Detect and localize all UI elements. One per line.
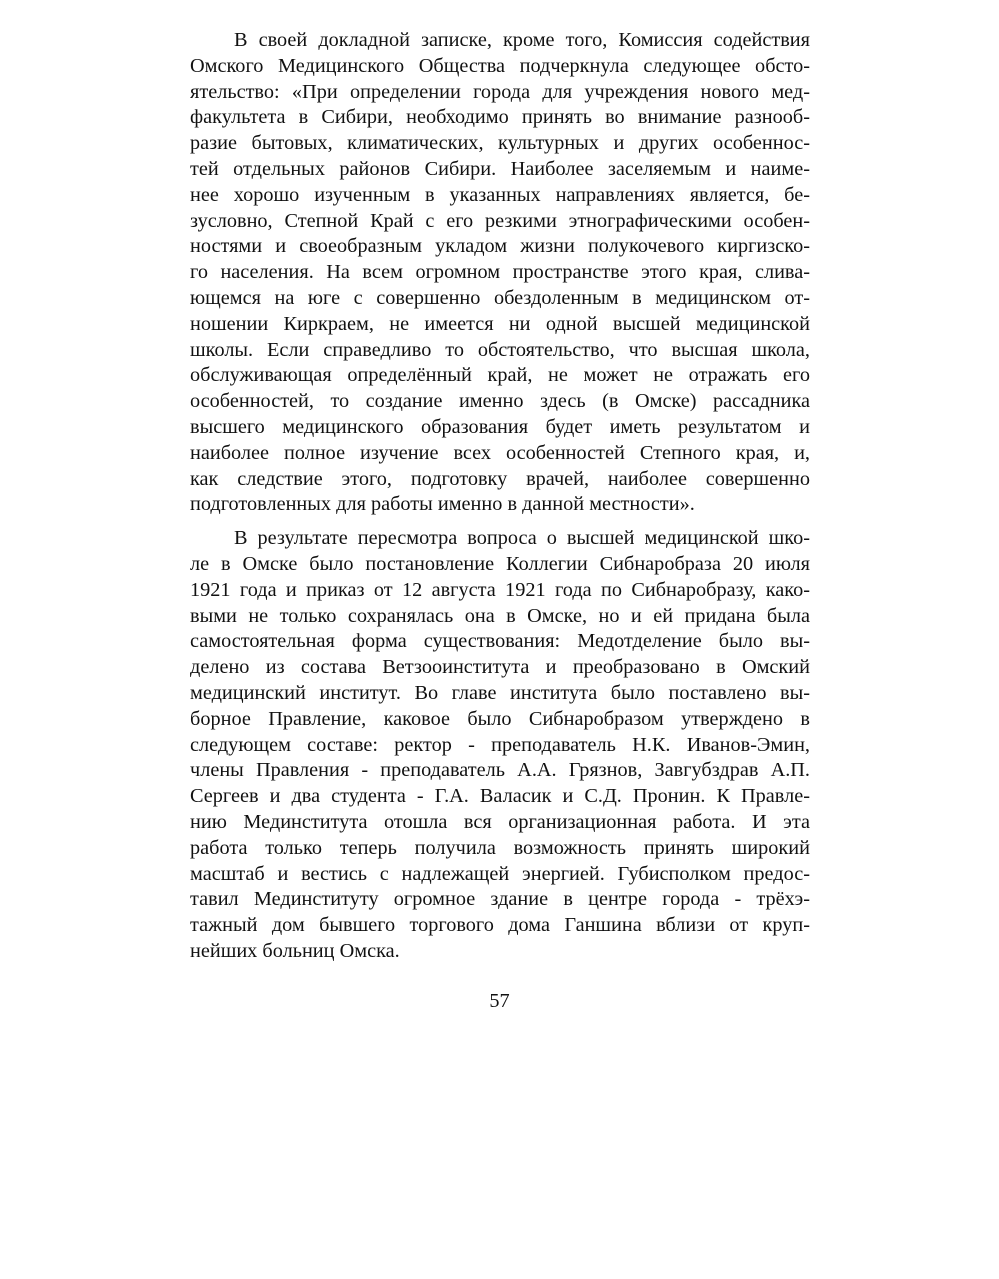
- text-line: работа только теперь получила возможность принять широкий: [190, 836, 810, 859]
- text-line: Омского Медицинского Общества подчеркнула следующее обсто-: [190, 54, 810, 77]
- text-line: подготовленных для работы именно в данной местности».: [190, 493, 695, 516]
- body-text: [190, 28, 810, 965]
- text-line: масштаб и вестись с надлежащей энергией. Губисполком предос-: [190, 862, 810, 885]
- text-line: тажный дом бывшего торгового дома Ганшина вблизи от круп-: [190, 914, 810, 937]
- text-line: члены Правления - преподаватель А.А. Грязнов, Завгубздрав А.П.: [190, 759, 810, 782]
- text-line: разие бытовых, климатических, культурных и других особеннос-: [190, 132, 810, 155]
- text-line: высшего медицинского образования будет иметь результатом и: [190, 415, 810, 438]
- paragraph-commission-note: [190, 28, 810, 518]
- text-line: го населения. На всем огромном пространстве этого края, слива-: [190, 261, 810, 284]
- text-line: обслуживающая определённый край, не может не отражать его: [190, 364, 810, 387]
- text-line: медицинский институт. Во главе института было поставлено вы-: [190, 681, 810, 704]
- text-line: выми не только сохранялась она в Омске, но и ей придана была: [190, 604, 810, 627]
- text-line: особенностей, то создание именно здесь (в Омске) рассадника: [190, 390, 810, 413]
- text-line: 1921 года и приказ от 12 августа 1921 года по Сибнаробразу, како-: [190, 578, 810, 601]
- text-line: школы. Если справедливо то обстоятельство, что высшая школа,: [190, 338, 810, 361]
- text-line: Сергеев и два студента - Г.А. Валасик и С.Д. Пронин. К Правле-: [190, 785, 810, 808]
- text-line: борное Правление, каковое было Сибнаробразом утверждено в: [190, 707, 810, 730]
- text-line: наиболее полное изучение всех особенностей Степного края, и,: [190, 441, 810, 464]
- text-line: как следствие этого, подготовку врачей, наиболее совершенно: [190, 467, 810, 490]
- text-line: делено из состава Ветзооинститута и преобразовано в Омский: [190, 656, 810, 679]
- text-line: В своей докладной записке, кроме того, Комиссия содействия: [234, 29, 810, 51]
- text-line: зусловно, Степной Край с его резкими этнографическими особен-: [190, 209, 810, 232]
- paragraph-institute-founding: [190, 526, 810, 965]
- text-line: В результате пересмотра вопроса о высшей медицинской шко-: [234, 527, 810, 550]
- text-line: самостоятельная форма существования: Медотделение было вы-: [190, 630, 810, 653]
- text-line: тей отдельных районов Сибири. Наиболее заселяемым и наиме-: [190, 157, 810, 180]
- text-line: нейших больниц Омска.: [190, 939, 400, 962]
- text-line: ле в Омске было постановление Коллегии Сибнаробраза 20 июля: [190, 552, 810, 575]
- page-number: 57: [489, 990, 510, 1012]
- text-line: тавил Мединституту огромное здание в центре города - трёхэ-: [190, 888, 810, 911]
- text-line: нее хорошо изученным в указанных направлениях является, бе-: [190, 183, 810, 206]
- text-line: нию Мединститута отошла вся организационная работа. И эта: [190, 810, 810, 833]
- text-line: ностями и своеобразным укладом жизни полукочевого киргизско-: [190, 235, 810, 258]
- paragraph-spacer: [190, 518, 810, 526]
- text-line: ющемся на юге с совершенно обездоленным в медицинском от-: [190, 286, 810, 309]
- text-line: ношении Киркраем, не имеется ни одной высшей медицинской: [190, 312, 810, 335]
- text-line: факультета в Сибири, необходимо принять во внимание разнооб-: [190, 106, 810, 129]
- text-line: ятельство: «При определении города для учреждения нового мед-: [190, 80, 810, 103]
- text-line: следующем составе: ректор - преподаватель Н.К. Иванов-Эмин,: [190, 733, 810, 756]
